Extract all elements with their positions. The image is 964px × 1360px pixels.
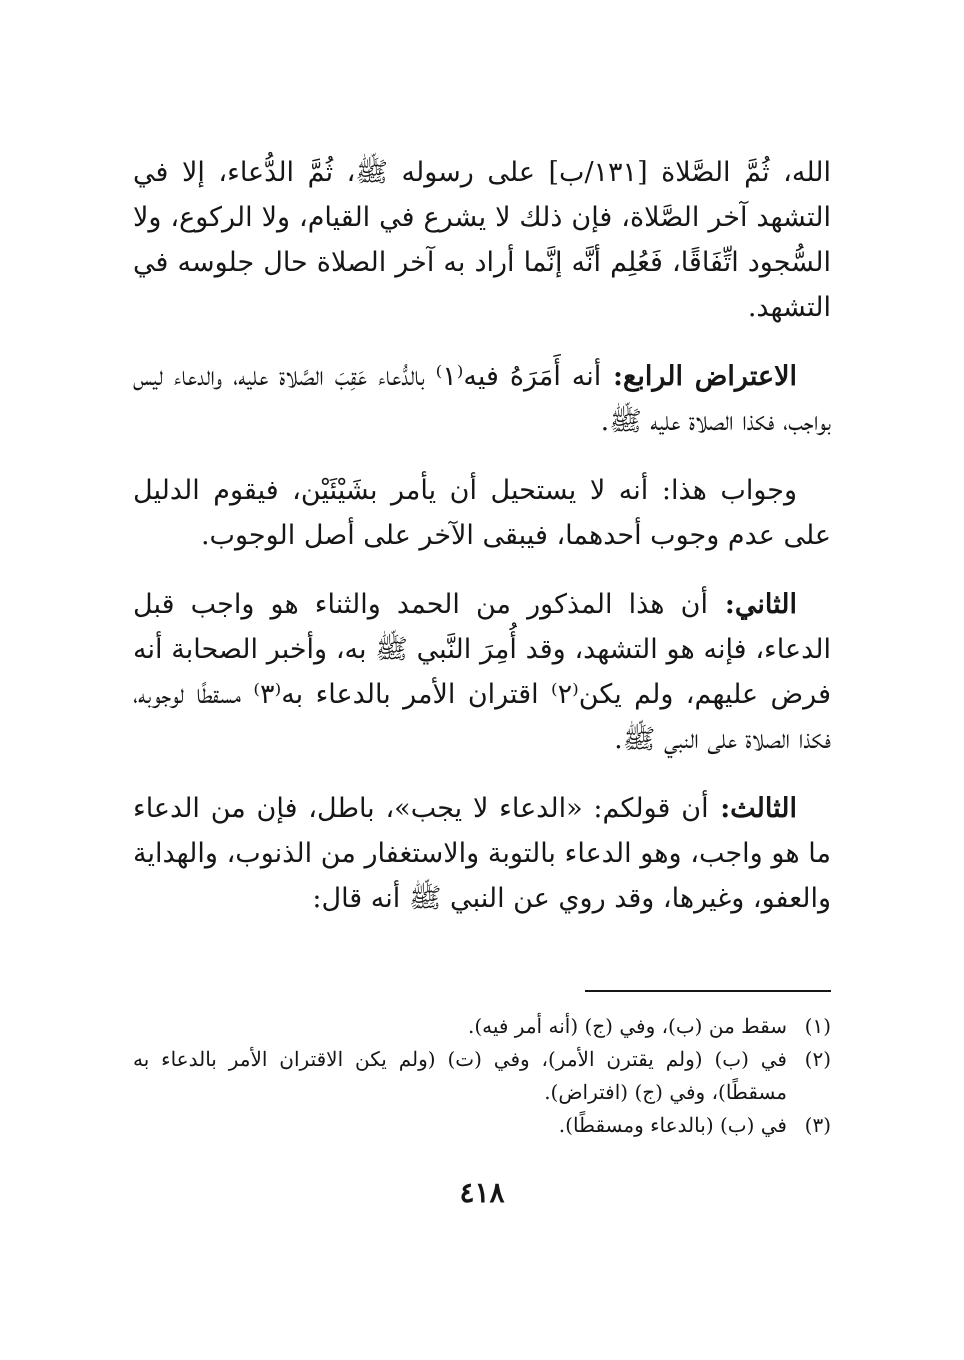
paragraph-5: [133, 786, 831, 921]
paragraph-text: أنه أَمَرَهُ فيه⁽١⁾ بالدُّعاء عَقِبَ الصَّلاة عليه، والدعاء ليس بواجب، فكذا الصلاة عليه ﷺ.: [133, 361, 831, 437]
footnote-divider: [585, 990, 831, 992]
paragraph-text: أن هذا المذكور من الحمد والثناء هو واجب قبل الدعاء، فإنه هو التشهد، وقد أُمِرَ النَّبي ﷺ به، وأخبر الصحابة أنه فرض عليهم، ولم يكن⁽٢⁾ اقتران الأمر بالدعاء به⁽٣⁾ مسقطًا لوجوبه، فكذا الصلاة على النبي ﷺ.: [133, 589, 831, 755]
paragraph-text: وجواب هذا: أنه لا يستحيل أن يأمر بشَيْئَيْن، فيقوم الدليل على عدم وجوب أحدهما، فيبقى الآخر على أصل الوجوب.: [133, 475, 831, 551]
footnote-3: [133, 1109, 831, 1142]
paragraph-text: أن قولكم: «الدعاء لا يجب»، باطل، فإن من الدعاء ما هو واجب، وهو الدعاء بالتوبة والاستغفار من الذنوب، والهداية والعفو، وغيرها، وقد روي عن النبي ﷺ أنه قال:: [133, 793, 831, 914]
paragraph-3: [133, 468, 831, 558]
footnote-2: [133, 1043, 831, 1109]
paragraph-lead: الثالث:: [708, 793, 797, 824]
paragraph-lead: الاعتراض الرابع:: [601, 361, 797, 392]
paragraph-2: [133, 354, 831, 444]
footnote-number: (٢): [804, 1047, 831, 1071]
footnote-text: في (ب) (بالدعاء ومسقطًا).: [558, 1113, 787, 1137]
paragraph-4: [133, 582, 831, 762]
footnote-text: سقط من (ب)، وفي (ج) (أنه أمر فيه).: [467, 1014, 787, 1038]
footnote-text: في (ب) (ولم يقترن الأمر)، وفي (ت) (ولم يكن الاقتران الأمر بالدعاء به مسقطًا)، وفي (ج) (افتراض).: [133, 1047, 787, 1104]
footnotes: [133, 1010, 831, 1142]
paragraph-lead: الثاني:: [707, 589, 797, 620]
paragraph-1: [133, 150, 831, 330]
footnote-number: (٣): [804, 1113, 831, 1137]
footnote-number: (١): [804, 1014, 831, 1038]
page-number: ٤١٨: [459, 1176, 505, 1209]
footnote-1: [133, 1010, 831, 1043]
main-text: [133, 150, 831, 945]
paragraph-text: الله، ثُمَّ الصَّلاة [١٣١/ب] على رسوله ﷺ، ثُمَّ الدُّعاء، إلا في التشهد آخر الصَّلاة، فإن ذلك لا يشرع في القيام، ولا الركوع، ولا السُّجود اتِّفَاقًا، فَعُلِم أنَّه إنَّما أراد به آخر الصلاة حال جلوسه في التشهد.: [133, 157, 831, 323]
